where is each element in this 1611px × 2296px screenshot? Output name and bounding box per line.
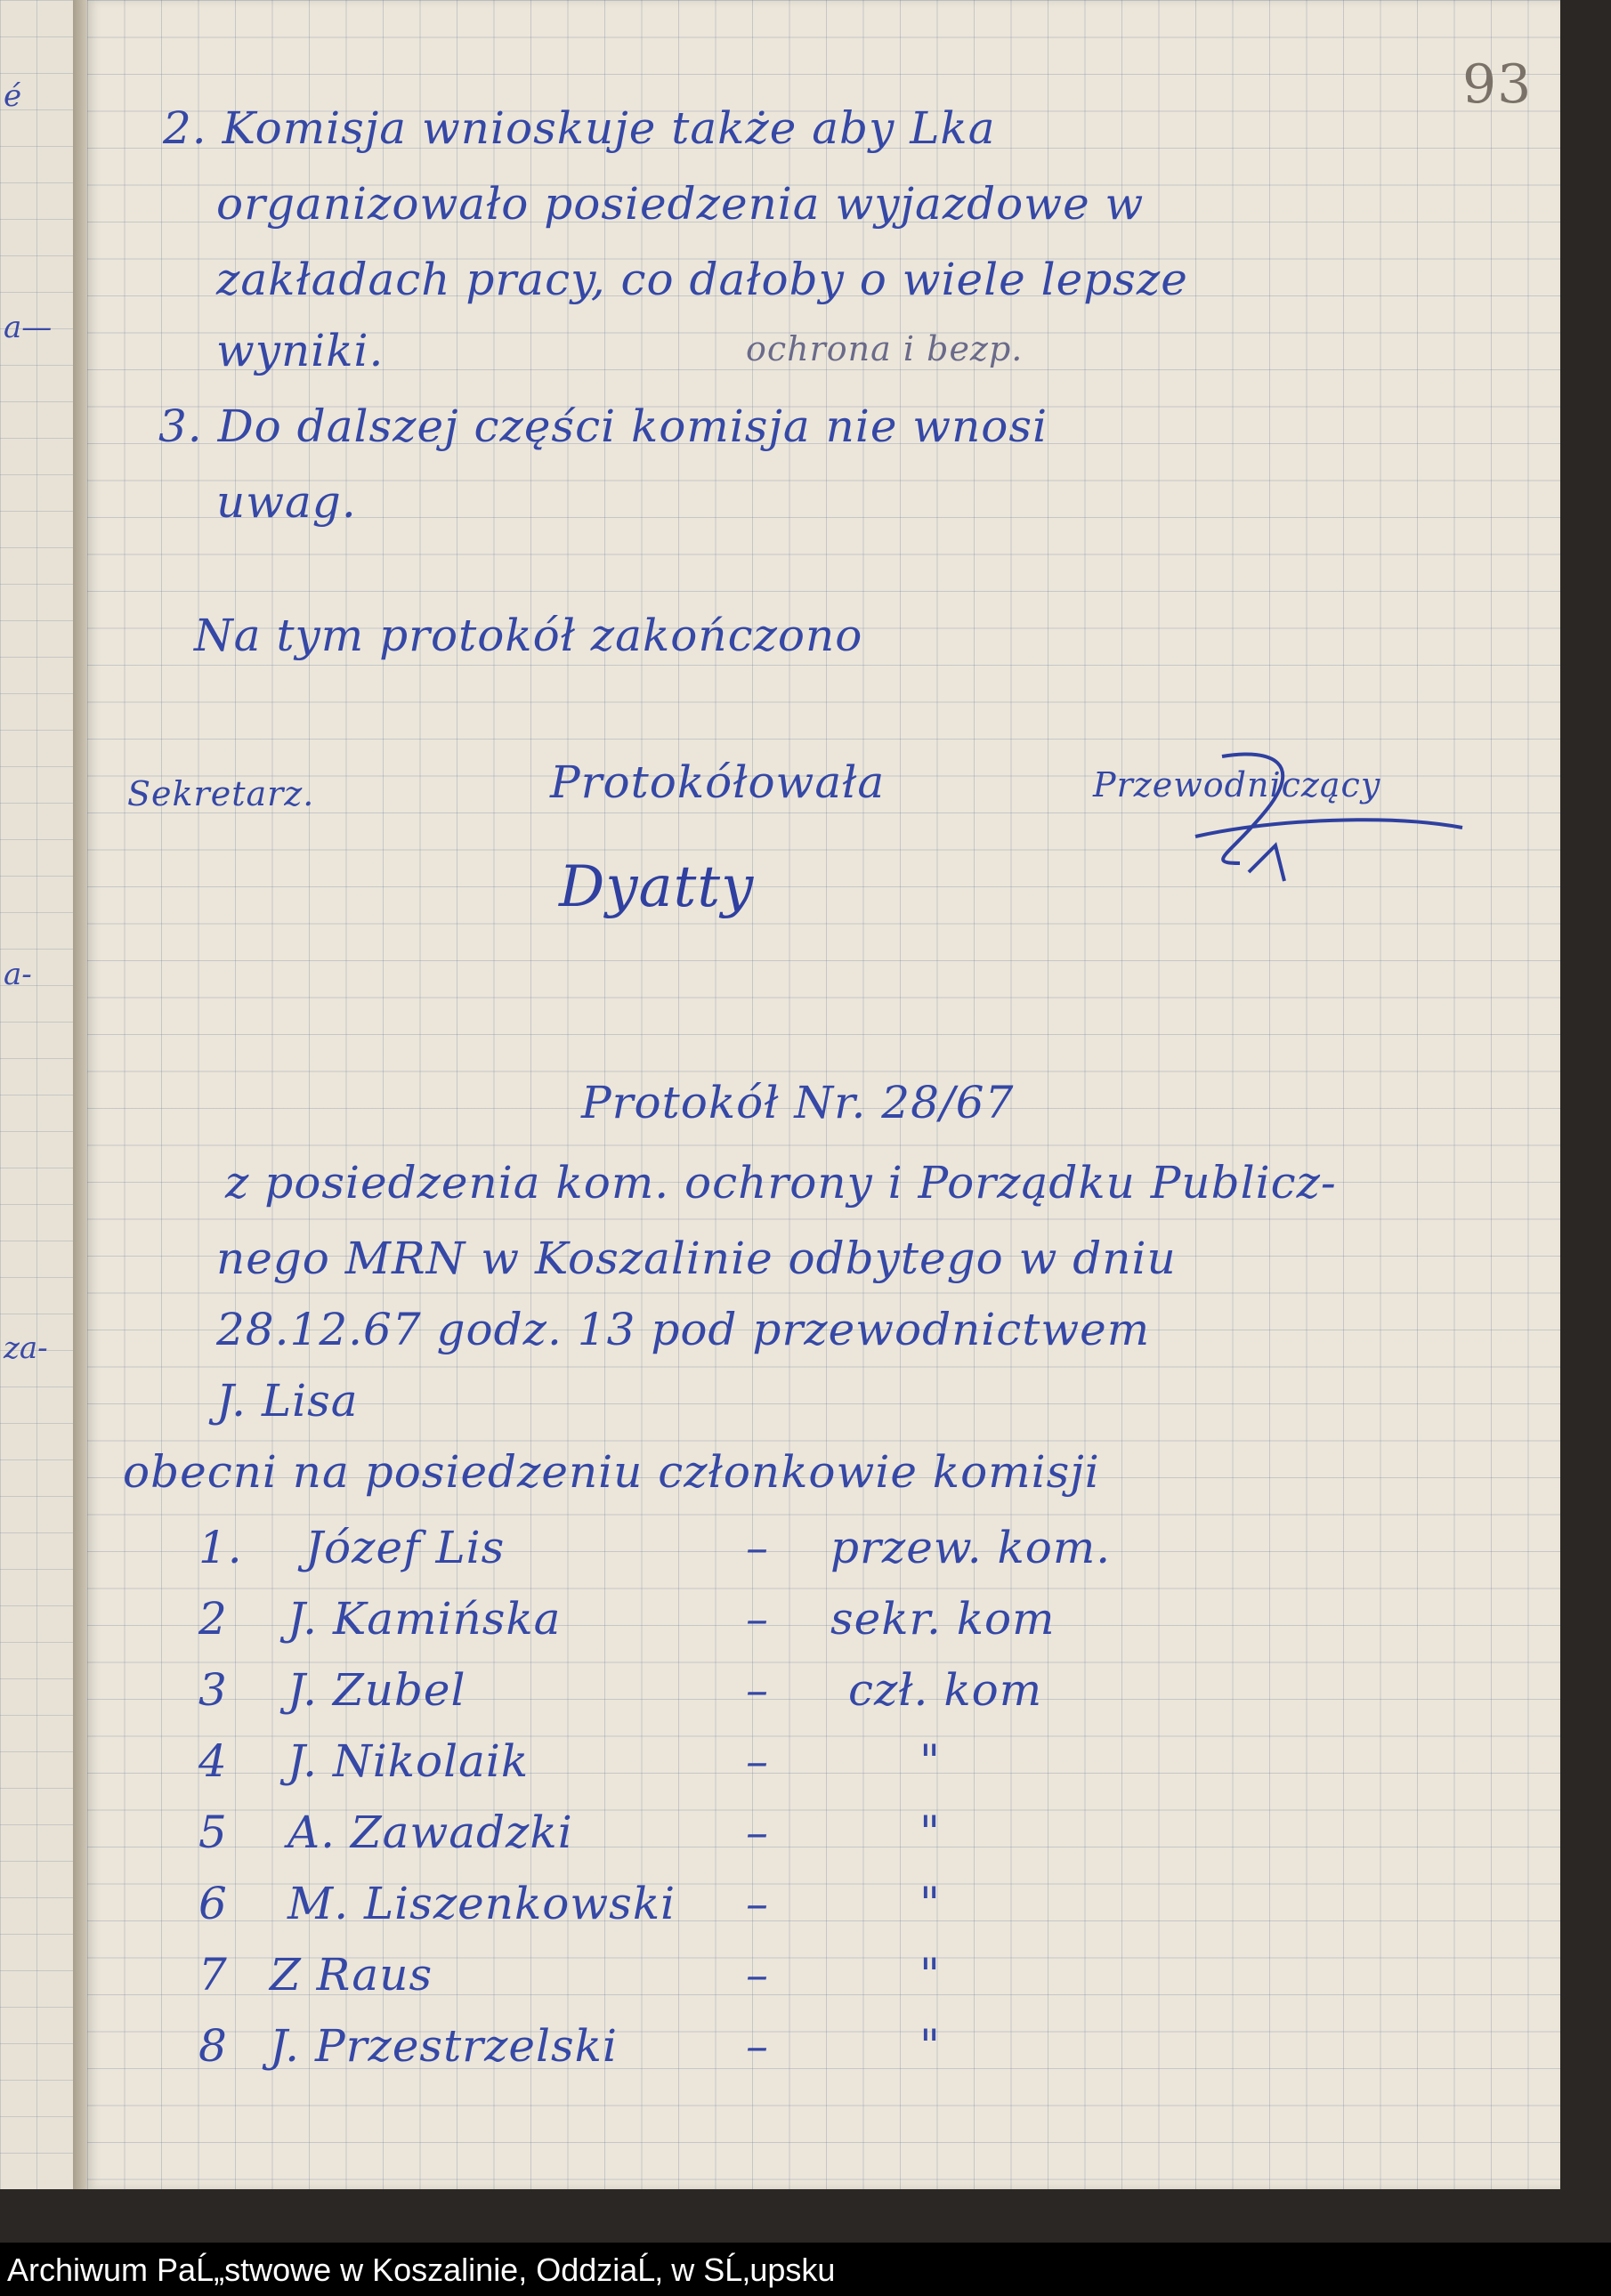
member-role: czł. kom (848, 1664, 1043, 1716)
member-dash: – (746, 1949, 769, 2001)
member-number: 7 (198, 1949, 228, 2001)
left-fragment-1: é (4, 78, 22, 114)
present-header: obecni na posiedzeniu członkowie komisji (123, 1446, 1100, 1498)
member-role: " (919, 1878, 941, 1929)
point-3-line-2: uwag. (216, 476, 357, 528)
secretary-label: Sekretarz. (127, 774, 315, 813)
member-dash: – (746, 1522, 769, 1573)
member-number: 8 (198, 2020, 228, 2072)
point-2-line-4: wyniki. (216, 325, 385, 376)
member-name: Z Raus (270, 1949, 433, 2001)
member-role: przew. kom. (830, 1522, 1112, 1573)
member-number: 5 (198, 1807, 228, 1858)
member-role: sekr. kom (830, 1593, 1056, 1645)
member-name: A. Zawadzki (287, 1807, 573, 1858)
point-2-line-3: zakładach pracy, co dałoby o wiele lepsze (216, 254, 1188, 305)
chair-label: Przewodniczący (1093, 765, 1381, 804)
point-2-line-1: 2. Komisja wnioskuje także aby Lka (163, 102, 996, 154)
left-fragment-2: a— (4, 310, 53, 345)
point-3-line-1: 3. Do dalszej części komisja nie wnosi (158, 400, 1048, 452)
protocol-line-4: J. Lisa (216, 1375, 359, 1427)
member-number: 4 (198, 1735, 228, 1787)
member-role: " (919, 1807, 941, 1858)
member-name: Józef Lis (305, 1522, 506, 1573)
protocol-line-1: z posiedzenia kom. ochrony i Porządku Publicz- (225, 1157, 1337, 1209)
member-dash: – (746, 1735, 769, 1787)
page-number: 93 (1462, 53, 1533, 116)
member-role: " (919, 1949, 941, 2001)
member-number: 1. (198, 1522, 243, 1573)
member-name: J. Nikolaik (287, 1735, 530, 1787)
chair-signature-icon (1169, 730, 1542, 890)
member-name: M. Liszenkowski (287, 1878, 676, 1929)
member-name: J. Przestrzelski (270, 2020, 618, 2072)
closing-statement: Na tym protokół zakończono (194, 610, 863, 661)
member-dash: – (746, 1593, 769, 1645)
member-role: " (919, 2020, 941, 2072)
member-dash: – (746, 1664, 769, 1716)
pencil-note: ochrona i bezp. (746, 329, 1024, 368)
member-dash: – (746, 1878, 769, 1929)
member-name: J. Zubel (287, 1664, 466, 1716)
member-dash: – (746, 1807, 769, 1858)
archive-footer (0, 2243, 1611, 2296)
member-number: 6 (198, 1878, 228, 1929)
point-2-line-2: organizowało posiedzenia wyjazdowe w (216, 178, 1145, 230)
member-name: J. Kamińska (287, 1593, 562, 1645)
member-role: " (919, 1735, 941, 1787)
protocol-line-2: nego MRN w Koszalinie odbytego w dniu (216, 1233, 1177, 1284)
protocol-line-3: 28.12.67 godz. 13 pod przewodnictwem (216, 1304, 1151, 1355)
archive-credit: Archiwum PaĹ„stwowe w Koszalinie, OddziaĹ‚ w SĹ‚upsku (7, 2252, 836, 2288)
scan-right-edge (1560, 0, 1611, 2189)
left-fragment-4: za- (4, 1330, 48, 1366)
left-fragment-3: a- (4, 957, 32, 992)
left-page-fragment (0, 0, 75, 2189)
member-dash: – (746, 2020, 769, 2072)
scan-bottom-edge (0, 2189, 1611, 2243)
protocol-title: Protokół Nr. 28/67 (581, 1077, 1015, 1128)
member-number: 2 (198, 1593, 228, 1645)
member-number: 3 (198, 1664, 228, 1716)
manuscript-page (87, 0, 1561, 2189)
book-gutter (73, 0, 87, 2189)
recorder-label: Protokółowała (550, 756, 886, 808)
recorder-signature: Dyatty (559, 854, 755, 920)
